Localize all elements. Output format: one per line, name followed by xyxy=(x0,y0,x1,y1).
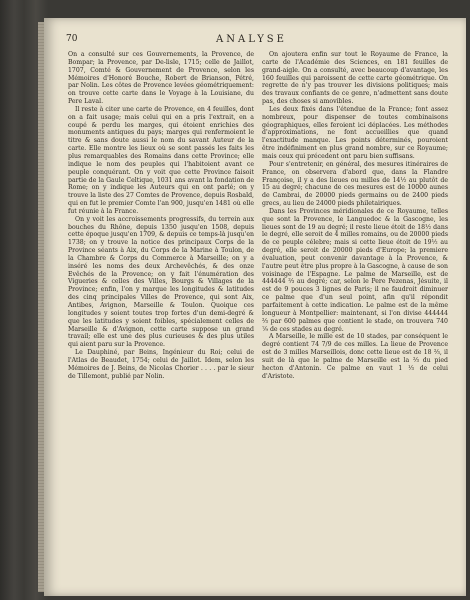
paragraph: A Marseille, le mille est de 10 stades, par conséquent le degré contient 74 7/9 de ces milles. La lieue de Provence est de 3 milles Marseillois, donc cette lieue est de 18 ⅔, il suit de là que le palme de Marseille est la ⅔ du pied hecton d'Antonin. Ce palme en vaut 1 ⅓ de celui d'Aristote. xyxy=(262,333,448,380)
running-head: ANALYSE xyxy=(216,34,287,45)
paragraph: On y voit les accroissements progressifs, du terrein aux bouches du Rhône, depuis 1350 jusqu'en 1508, depuis cette époque jusqu'en 1709, & depuis ce temps-là jusqu'en 1738; on y trouve la notice des principaux Corps de la Province séants à Aix, du Corps de la Marine à Toulon, de la Chambre & Corps du Commerce à Marseille; on y a inséré les noms des deux Archevêchés, & des onze Evêchés de la Provence; on y fait l'énumération des Vigueries & celles des Villes, Bourgs & Villages de la Province; enfin, l'on y marque les longitudes & latitudes des cinq principales Villes de Provence, qui sont Aix, Antibes, Avignon, Marseille & Toulon. Quoique ces longitudes y soient toutes trop fortes d'un demi-degré & que les latitudes y soient foibles, spécialement celles de Marseille & d'Avignon, cette carte suppose un grand travail; elle est une des plus curieuses & des plus utiles qui aient paru sur la Provence. xyxy=(68,215,254,349)
page-number: 70 xyxy=(66,34,78,44)
paragraph: Pour s'entretenir, en général, des mesures itinéraires de France, on observera d'abord que, dans la Flandre Françoise, il y a des lieues ou milles de 14½ au plutôt de 15 au degré; chacune de ces mesures est de 10000 aunes de Cambrai, de 20000 pieds germains ou de 2400 pieds grecs, au lieu de 24000 pieds philetairiques. xyxy=(262,160,448,208)
right-column xyxy=(262,51,448,380)
paragraph: Dans les Provinces méridionales de ce Royaume, telles que sont la Provence, le Languedoc & la Gascogne, les lieues sont de 19 au degré; il reste lieue étoit de 18½ dans le degré, elle seroit de 4 milles romains, ou de 20000 pieds de ce peuple célebre; mais si cette lieue étoit de 19½ au degré, elle seroit de 20000 pieds d'Europe; la premiere évaluation, peut convenir davantage à la Provence, & l'autre peut être plus propre à la Gascogne, à cause de son voisinage de l'Espagne. Le palme de Marseille, est de 444444 ⅔ au degré; car, selon le Pere Pezenas, Jésuite, il est de 9 pouces 3 lignes de Paris; il ne faudroit diminuer ce palme que d'un seul point, afin qu'il répondit parfaitement à cette indication. Le palme est de la même longueur à Montpellier: maintenant, si l'on divise 444444 ⅔ par 600 palmes que contient le stade, on trouvera 740 ⁷⁄₉ de ces stades au degré. xyxy=(262,207,449,333)
paragraph: On ajoutera enfin sur tout le Royaume de France, la carte de l'Académie des Sciences, en 181 feuilles de grand-aigle. On a consulté, avec beaucoup d'avantage, les 160 feuilles qui paroissent de cette carte géométrique. On regrette de n'y pas trouver les divisions politiques; mais des travaux confiants de ce genre, n'admettent sans doute pas, des choses si amovibles. xyxy=(262,51,448,106)
paragraph: Le Dauphiné, par Beins, Ingénieur du Roi; celui de l'Atlas de Beaudet, 1754; celui de Jaillot. Idem, selon les Mémoires de J. Beins, de Nicolas Chorier . . . . par le sieur de Tillemont, publié par Nolin. xyxy=(68,349,254,380)
paragraph: On a consulté sur ces Gouvernements, la Provence, de Bompar; la Provence, par De-lisle, 1715; celle de Jaillot, 1707, Comté & Gouvernement de Provence, selon les Mémoires d'Honoré Bouche, Robert de Brianson, Pétré, par Nolin. Les côtes de Provence levées géométriquement: on trouve cette carte dans le Voyage à la Louisiane, du Pere Laval. xyxy=(68,51,254,106)
paragraph: Il reste à citer une carte de Provence, en 4 feuilles, dont on a fait usage; mais celui qui en a pris l'extrait, en a coupé & perdu les marges, qui étoient enrichies des monuments antiques du pays; marges qui renfermoient le titre & sans doute aussi le nom du savant Auteur de la carte. Elle montre les lieux où se sont passés les faits les plus remarquables des Romains dans cette Province; elle indique le nom des peuples qui l'habitoient avant ce peuple conquérant. On y voit que cette Province faisoit partie de la Gaule Celtique, 1031 ans avant la fondation de Rome; on y indique les Auteurs qui en ont parlé; on y trouve la liste des 27 Comtes de Provence, depuis Rosbald, qui en fut le premier Comte l'an 900, jusqu'en 1481 où elle fut réunie à la France. xyxy=(68,105,254,215)
page-header xyxy=(66,34,446,48)
paragraph: Les deux fixés dans l'étendue de la France; font assez nombreux, pour dispenser de toutes combinaisons géographiques, elles feroient ici déplacées. Les méthodes d'approximations, ne font accueillies que quand l'exactitude manque. Les points déterminés, pouroient être indéfiniment en plus grand nombre, sur ce Royaume; mais ceux qui précedent ont paru bien suffisans. xyxy=(262,105,448,160)
left-column xyxy=(68,51,254,380)
